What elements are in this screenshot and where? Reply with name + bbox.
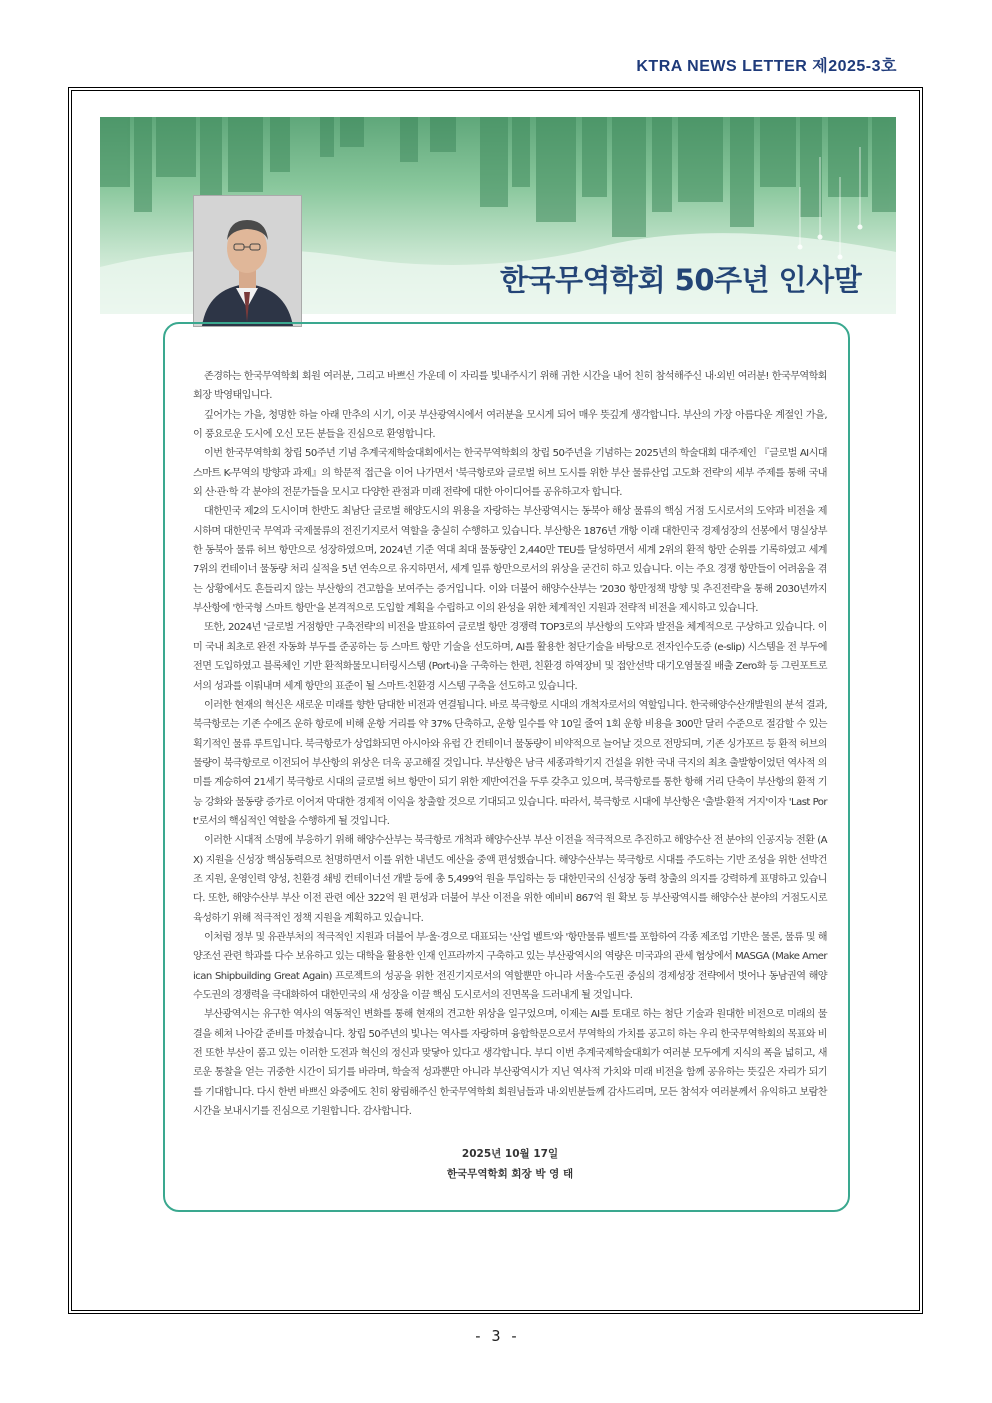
paragraph: 이러한 시대적 소명에 부응하기 위해 해양수산부는 북극항로 개척과 해양수산부 부산 이전을 적극적으로 추진하고 해양수산 전 분야의 인공지능 전환 (AX) 지원을 신성장 핵심동력으로 천명하면서 이를 위한 내년도 예산을 중액 편성했습니다. 해양수산부는 북극항로 시대를 주도하는 기반 조성을 위한 선박건조 지원, 운영인력 양성, 친환경 쇄빙 컨테이너선 개발 등에 총 5,499억 원을 투입하는 등 대한민국의 신성장 동력 창출의 의지를 강력하게 표명하고 있습니다. 또한, 해양수산부 부산 이전 관련 예산 322억 원 편성과 더불어 부산 이전을 위한 예비비 867억 원 확보 등 부산광역시를 해양수산 분야의 거점도시로 육성하기 위해 적극적인 정책 지원을 계획하고 있습니다. (193, 835, 827, 924)
paragraph: 존경하는 한국무역학회 회원 여러분, 그리고 바쁘신 가운데 이 자리를 빛내주시기 위해 귀한 시간을 내어 친히 참석해주신 내·외빈 여러분! 한국무역학회 회장 박영태입니다. (193, 371, 827, 402)
president-portrait-photo (193, 195, 302, 327)
paragraph: 깊어가는 가을, 청명한 하늘 아래 만추의 시기, 이곳 부산광역시에서 여러분을 모시게 되어 매우 뜻깊게 생각합니다. 부산의 가장 아름다운 계절인 가을, 이 풍요로운 도시에 오신 모든 분들을 진심으로 환영합니다. (193, 409, 827, 441)
paragraph: 또한, 2024년 '글로벌 거점항만 구축전략'의 비전을 발표하여 글로벌 항만 경쟁력 TOP3로의 부산항의 도약과 발전을 체계적으로 구상하고 있습니다. 이미 국내 최초로 완전 자동화 부두를 준공하는 등 스마트 항만 기술을 선도하며, AI를 활용한 첨단기술을 바탕으로 전자인수도증 (e-slip) 시스템을 전 부두에 전면 도입하였고 블록체인 기반 환적화물모니터링시스템 (Port-i)을 구축하는 한편, 친환경 하역장비 및 접안선박 대기오염물질 배출 Zero화 등 그린포트로서의 성과를 이뤄내며 세계 항만의 표준이 될 스마트·친환경 시스템 구축을 선도하고 있습니다. (193, 622, 827, 692)
paragraph: 이처럼 정부 및 유관부처의 적극적인 지원과 더불어 부·울·경으로 대표되는 '산업 벨트'와 '항만물류 벨트'를 포함하여 각종 제조업 기반은 물론, 물류 및 해양조선 관련 학과를 다수 보유하고 있는 대학을 활용한 인재 인프라까지 구축하고 있는 부산광역시의 역량은 미국과의 관세 협상에서 MASGA (Make American Shipbuilding Great Again) 프로젝트의 성공을 위한 전진기지로서의 역할뿐만 아니라 서울·수도권 중심의 경제성장 전략에서 벗어나 동남권역 해양 수도권의 경쟁력을 극대화하여 대한민국의 새 성장을 이끌 핵심 도시로서의 진면목을 드러내게 될 것입니다. (193, 931, 828, 1001)
letter-date: 2025년 10월 17일 (461, 1148, 559, 1160)
newsletter-title: KTRA NEWS LETTER 제2025-3호 (636, 58, 897, 75)
portrait-graphic (194, 196, 301, 326)
article-title: 한국무역학회 50주년 인사말 (500, 263, 862, 297)
paragraph: 이번 한국무역학회 창립 50주년 기념 추계국제학술대회에서는 한국무역학회의 창립 50주년을 기념하는 2025년의 학술대회 대주제인 『글로벌 AI시대 스마트 K-무역의 방향과 과제』의 학문적 접근을 이어 나가면서 '북극항로와 글로벌 허브 도시를 위한 부산 물류산업 고도화 전략'의 세부 주제를 통해 국내외 산·관·학 각 분야의 전문가들을 모시고 다양한 관점과 미래 전략에 대한 아이디어를 공유하고자 합니다. (193, 448, 827, 499)
article-body (193, 367, 827, 1121)
paragraph: 대한민국 제2의 도시이며 한반도 최남단 글로벌 해양도시의 위용을 자랑하는 부산광역시는 동북아 해상 물류의 핵심 거점 도시로서의 도약과 비전을 제시하며 대한민국 무역과 국제물류의 전진기지로서 역할을 충실히 수행하고 있습니다. 부산항은 1876년 개항 이래 대한민국 경제성장의 선봉에서 명실상부한 동북아 물류 허브 항만으로 성장하였으며, 2024년 기준 역대 최대 물동량인 2,440만 TEU를 달성하면서 세계 2위의 환적 항만 순위를 기록하였고 세계 7위의 컨테이너 물동량 처리 실적을 5년 연속으로 유지하면서, 세계 일류 항만으로서의 위상을 굳건히 하고 있습니다. 이는 주요 경쟁 항만들이 어려움을 겪는 상황에서도 흔들리지 않는 부산항의 견고함을 보여주는 증거입니다. 이와 더불어 해양수산부는 '2030 항만정책 방향 및 추진전략'을 통해 2030년까지 부산항에 '한국형 스마트 항만'을 본격적으로 도입할 계획을 수립하고 이의 완성을 위한 체계적인 지원과 전략적 비전을 제시하고 있습니다. (193, 506, 827, 615)
letter-signature: 한국무역학회 회장 박 영 태 (446, 1168, 574, 1180)
paragraph: 부산광역시는 유구한 역사의 역동적인 변화를 통해 현재의 견고한 위상을 일구었으며, 이제는 AI를 토대로 하는 첨단 기술과 원대한 비전으로 미래의 물결을 헤쳐 나아갈 준비를 마쳤습니다. 창립 50주년의 빛나는 역사를 자랑하며 융합학문으로서 무역학의 가치를 공고히 하는 우리 한국무역학회의 목표와 비전 또한 부산이 품고 있는 이러한 도전과 혁신의 정신과 맞닿아 있다고 생각합니다. 부디 이번 추계국제학술대회가 여러분 모두에게 지식의 폭을 넓히고, 새로운 통찰을 얻는 귀중한 시간이 되기를 바라며, 학술적 성과뿐만 아니라 부산광역시가 지닌 역사적 가치와 미래 비전을 함께 공유하는 뜻깊은 자리가 되기를 기대합니다. 다시 한번 바쁘신 와중에도 친히 왕림해주신 한국무역학회 회원님들과 내·외빈분들께 감사드리며, 모든 참석자 여러분께서 유익하고 보람찬 시간을 보내시기를 진심으로 기원합니다. 감사합니다. (193, 1009, 827, 1118)
page-number: - 3 - (473, 1327, 519, 1345)
paragraph: 이러한 현재의 혁신은 새로운 미래를 향한 담대한 비전과 연결됩니다. 바로 북극항로 시대의 개척자로서의 역할입니다. 한국해양수산개발원의 분석 결과, 북극항로는 기존 수에즈 운하 항로에 비해 운항 거리를 약 37% 단축하고, 운항 일수를 약 10일 줄여 1회 운항 비용을 300만 달러 수준으로 절감할 수 있는 획기적인 물류 루트입니다. 북극항로가 상업화되면 아시아와 유럽 간 컨테이너 물동량이 비약적으로 늘어날 것으로 전망되며, 기존 싱가포르 등 환적 허브의 물량이 북극항로로 이전되어 부산항의 위상은 더욱 공고해질 것입니다. 부산항은 남극 세종과학기지 건설을 위한 국내 극지의 최초 출발항이었던 역사적 의미를 계승하여 21세기 북극항로 시대의 글로벌 허브 항만이 되기 위한 제반여건을 두루 갖추고 있으며, 북극항로를 통한 항해 거리 단축이 부산항의 환적 기능 강화와 물동량 증가로 이어져 막대한 경제적 이익을 창출할 것으로 기대되고 있습니다. 따라서, 북극항로 시대에 부산항은 '출발·환적 거지'이자 'Last Port'로서의 핵심적인 역할을 수행하게 될 것입니다. (193, 699, 827, 827)
